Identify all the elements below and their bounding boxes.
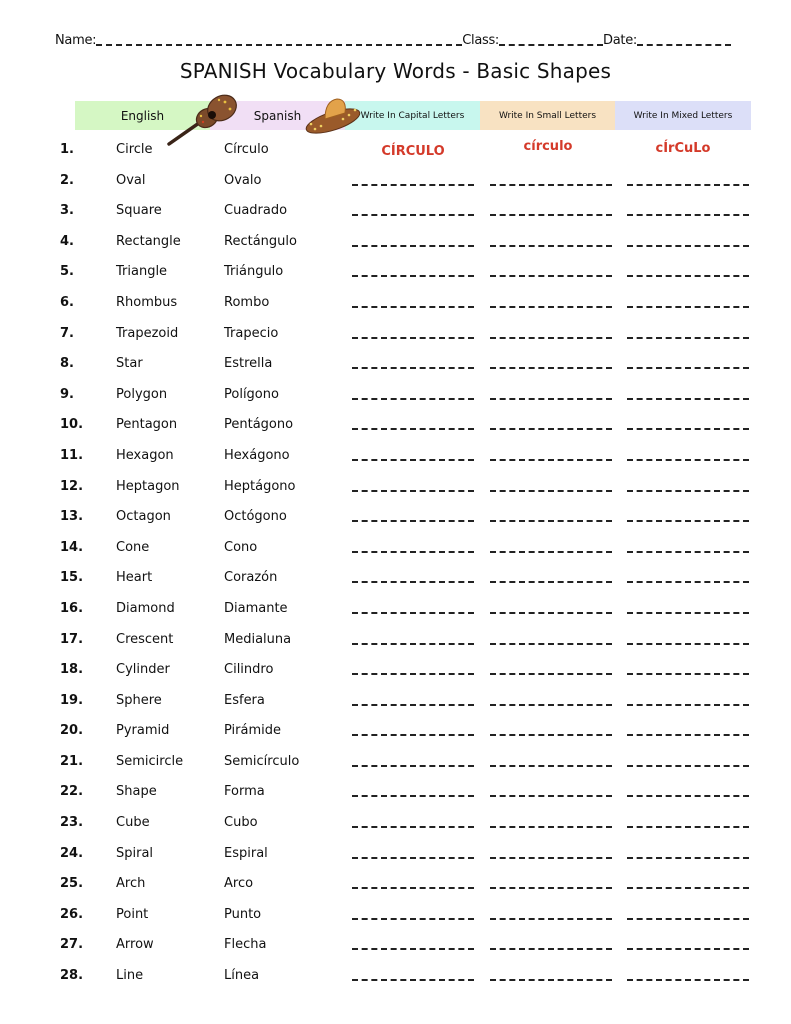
spanish-word: Medialuna xyxy=(224,631,292,647)
mixed-letters-blank[interactable] xyxy=(627,826,749,828)
small-letters-blank[interactable] xyxy=(490,918,612,920)
mixed-letters-blank[interactable] xyxy=(627,306,749,308)
mixed-letters-blank[interactable] xyxy=(627,948,749,950)
row-number: 27. xyxy=(60,937,84,953)
vocabulary-row xyxy=(0,659,791,690)
spanish-word: Pentágono xyxy=(224,417,294,433)
spanish-word: Punto xyxy=(224,906,262,922)
english-word: Cube xyxy=(116,815,150,831)
vocabulary-row xyxy=(0,323,791,354)
capital-letters-blank[interactable] xyxy=(352,887,474,889)
vocabulary-row xyxy=(0,200,791,231)
english-word: Line xyxy=(116,968,144,984)
spanish-word: Cono xyxy=(224,539,258,555)
mixed-letters-blank[interactable] xyxy=(627,643,749,645)
mixed-letters-blank[interactable] xyxy=(627,428,749,430)
vocabulary-row xyxy=(0,384,791,415)
spanish-word: Corazón xyxy=(224,570,278,586)
row-number: 21. xyxy=(60,753,84,769)
capital-letters-blank[interactable] xyxy=(352,214,474,216)
spanish-word: Polígono xyxy=(224,386,279,402)
date-label: Date: xyxy=(603,33,637,48)
capital-letters-blank[interactable] xyxy=(352,918,474,920)
small-letters-blank[interactable] xyxy=(490,857,612,859)
row-number: 25. xyxy=(60,876,84,892)
spanish-word: Estrella xyxy=(224,356,273,372)
english-word: Spiral xyxy=(116,845,154,861)
vocabulary-row xyxy=(0,690,791,721)
vocabulary-row xyxy=(0,629,791,660)
mixed-letters-blank[interactable] xyxy=(627,918,749,920)
small-letters-blank[interactable] xyxy=(490,643,612,645)
spanish-word: Cilindro xyxy=(224,662,274,678)
spanish-word: Semicírculo xyxy=(224,753,300,769)
vocabulary-row xyxy=(0,934,791,965)
spanish-word: Ovalo xyxy=(224,172,262,188)
english-word: Octagon xyxy=(116,509,171,525)
capital-letters-blank[interactable] xyxy=(352,581,474,583)
row-number: 2. xyxy=(60,172,74,188)
capital-letters-blank[interactable] xyxy=(352,795,474,797)
vocabulary-row xyxy=(0,873,791,904)
english-word: Cylinder xyxy=(116,662,170,678)
english-word: Trapezoid xyxy=(116,325,179,341)
date-field[interactable] xyxy=(637,33,731,46)
mixed-letters-blank[interactable] xyxy=(627,275,749,277)
row-number: 16. xyxy=(60,600,84,616)
capital-letters-blank[interactable] xyxy=(352,551,474,553)
mixed-letters-blank[interactable] xyxy=(627,857,749,859)
spanish-word: Arco xyxy=(224,876,254,892)
spanish-word: Trapecio xyxy=(224,325,279,341)
sombrero-icon xyxy=(303,93,363,135)
row-number: 23. xyxy=(60,815,84,831)
capital-letters-blank[interactable] xyxy=(352,826,474,828)
small-letters-blank[interactable] xyxy=(490,337,612,339)
row-number: 11. xyxy=(60,447,84,463)
vocabulary-row xyxy=(0,476,791,507)
capital-letters-blank[interactable] xyxy=(352,337,474,339)
vocabulary-row xyxy=(0,812,791,843)
name-field[interactable] xyxy=(96,33,462,46)
english-word: Arrow xyxy=(116,937,154,953)
capital-letters-blank[interactable] xyxy=(352,459,474,461)
mixed-letters-blank[interactable] xyxy=(627,612,749,614)
row-number: 10. xyxy=(60,417,84,433)
capital-letters-blank[interactable] xyxy=(352,367,474,369)
small-letters-blank[interactable] xyxy=(490,581,612,583)
vocabulary-row xyxy=(0,506,791,537)
english-word: Semicircle xyxy=(116,753,184,769)
student-info-line xyxy=(55,33,750,51)
small-letters-blank[interactable] xyxy=(490,184,612,186)
capital-letters-blank[interactable] xyxy=(352,704,474,706)
row-number: 20. xyxy=(60,723,84,739)
english-word: Heart xyxy=(116,570,153,586)
capital-letters-blank[interactable] xyxy=(352,948,474,950)
column-header-mixed-label: Write In Mixed Letters xyxy=(633,110,733,121)
vocabulary-row xyxy=(0,751,791,782)
vocabulary-row xyxy=(0,445,791,476)
row-number: 3. xyxy=(60,203,74,219)
vocabulary-row xyxy=(0,720,791,751)
spanish-word: Triángulo xyxy=(224,264,284,280)
mixed-letters-blank[interactable] xyxy=(627,673,749,675)
spanish-word: Círculo xyxy=(224,142,269,157)
row-number: 13. xyxy=(60,509,84,525)
capital-letters-blank[interactable] xyxy=(352,398,474,400)
capital-letters-blank[interactable] xyxy=(352,490,474,492)
small-letters-blank[interactable] xyxy=(490,551,612,553)
spanish-word: Rombo xyxy=(224,294,270,310)
spanish-word: Heptágono xyxy=(224,478,296,494)
spanish-word: Flecha xyxy=(224,937,267,953)
english-word: Square xyxy=(116,203,162,219)
capital-letters-blank[interactable] xyxy=(352,734,474,736)
mixed-letters-blank[interactable] xyxy=(627,979,749,981)
spanish-word: Esfera xyxy=(224,692,265,708)
english-word: Hexagon xyxy=(116,447,174,463)
mixed-letters-blank[interactable] xyxy=(627,765,749,767)
vocabulary-row xyxy=(0,261,791,292)
mixed-letters-blank[interactable] xyxy=(627,245,749,247)
capital-letters-blank[interactable] xyxy=(352,245,474,247)
mixed-letters-blank[interactable] xyxy=(627,398,749,400)
row-number: 28. xyxy=(60,968,84,984)
row-number: 24. xyxy=(60,845,84,861)
vocabulary-row xyxy=(0,843,791,874)
column-header-small-label: Write In Small Letters xyxy=(498,110,597,121)
english-word: Star xyxy=(116,356,143,372)
spanish-word: Octógono xyxy=(224,509,287,525)
row-number: 1. xyxy=(60,142,74,157)
small-letters-blank[interactable] xyxy=(490,673,612,675)
small-letters-blank[interactable] xyxy=(490,795,612,797)
mixed-letters-blank[interactable] xyxy=(627,367,749,369)
english-word: Rhombus xyxy=(116,294,178,310)
mixed-letters-blank[interactable] xyxy=(627,459,749,461)
capital-letters-blank[interactable] xyxy=(352,673,474,675)
column-header-capital xyxy=(345,101,480,130)
english-word: Triangle xyxy=(116,264,168,280)
vocabulary-row xyxy=(0,292,791,323)
spanish-word: Rectángulo xyxy=(224,233,297,249)
row-number: 26. xyxy=(60,906,84,922)
small-letters-blank[interactable] xyxy=(490,734,612,736)
small-letters-blank[interactable] xyxy=(490,887,612,889)
small-letters-blank[interactable] xyxy=(490,704,612,706)
spanish-word: Cubo xyxy=(224,815,258,831)
small-letters-blank[interactable] xyxy=(490,275,612,277)
english-word: Pentagon xyxy=(116,417,178,433)
small-letters-blank[interactable] xyxy=(490,398,612,400)
vocabulary-row xyxy=(0,170,791,201)
row-number: 19. xyxy=(60,692,84,708)
english-word: Point xyxy=(116,906,149,922)
vocabulary-row xyxy=(0,567,791,598)
mixed-letters-blank[interactable] xyxy=(627,551,749,553)
example-small: círculo xyxy=(523,139,573,154)
capital-letters-blank[interactable] xyxy=(352,520,474,522)
small-letters-blank[interactable] xyxy=(490,826,612,828)
english-word: Cone xyxy=(116,539,150,555)
capital-letters-blank[interactable] xyxy=(352,979,474,981)
small-letters-blank[interactable] xyxy=(490,306,612,308)
vocabulary-row xyxy=(0,139,791,170)
small-letters-blank[interactable] xyxy=(490,428,612,430)
vocabulary-row xyxy=(0,414,791,445)
english-word: Polygon xyxy=(116,386,168,402)
small-letters-blank[interactable] xyxy=(490,245,612,247)
spanish-word: Diamante xyxy=(224,600,288,616)
small-letters-blank[interactable] xyxy=(490,612,612,614)
vocabulary-row xyxy=(0,598,791,629)
mixed-letters-blank[interactable] xyxy=(627,581,749,583)
english-word: Sphere xyxy=(116,692,162,708)
vocabulary-list xyxy=(0,139,791,996)
english-word: Crescent xyxy=(116,631,174,647)
capital-letters-blank[interactable] xyxy=(352,765,474,767)
row-number: 6. xyxy=(60,294,74,310)
vocabulary-row xyxy=(0,537,791,568)
example-mixed: cÍrCuLo xyxy=(655,141,711,156)
capital-letters-blank[interactable] xyxy=(352,428,474,430)
capital-letters-blank[interactable] xyxy=(352,275,474,277)
small-letters-blank[interactable] xyxy=(490,490,612,492)
column-header-small xyxy=(480,101,615,130)
capital-letters-blank[interactable] xyxy=(352,643,474,645)
row-number: 4. xyxy=(60,233,74,249)
column-header-capital-label: Write In Capital Letters xyxy=(360,110,465,121)
small-letters-blank[interactable] xyxy=(490,979,612,981)
mixed-letters-blank[interactable] xyxy=(627,184,749,186)
vocabulary-row xyxy=(0,231,791,262)
row-number: 7. xyxy=(60,325,74,341)
vocabulary-row xyxy=(0,353,791,384)
small-letters-blank[interactable] xyxy=(490,765,612,767)
english-word: Oval xyxy=(116,172,146,188)
spanish-word: Pirámide xyxy=(224,723,282,739)
row-number: 5. xyxy=(60,264,74,280)
row-number: 12. xyxy=(60,478,84,494)
english-word: Circle xyxy=(116,142,153,157)
mixed-letters-blank[interactable] xyxy=(627,887,749,889)
english-word: Rectangle xyxy=(116,233,181,249)
small-letters-blank[interactable] xyxy=(490,214,612,216)
row-number: 8. xyxy=(60,356,74,372)
capital-letters-blank[interactable] xyxy=(352,184,474,186)
english-word: Arch xyxy=(116,876,146,892)
row-number: 14. xyxy=(60,539,84,555)
row-number: 9. xyxy=(60,386,74,402)
spanish-word: Forma xyxy=(224,784,265,800)
vocabulary-row xyxy=(0,965,791,996)
mixed-letters-blank[interactable] xyxy=(627,214,749,216)
class-field[interactable] xyxy=(499,33,603,46)
mixed-letters-blank[interactable] xyxy=(627,795,749,797)
column-header-mixed xyxy=(615,101,751,130)
example-capital: CÍRCULO xyxy=(381,144,445,159)
name-label: Name: xyxy=(55,33,97,48)
spanish-word: Hexágono xyxy=(224,447,290,463)
mixed-letters-blank[interactable] xyxy=(627,520,749,522)
small-letters-blank[interactable] xyxy=(490,367,612,369)
mixed-letters-blank[interactable] xyxy=(627,704,749,706)
small-letters-blank[interactable] xyxy=(490,459,612,461)
english-word: Diamond xyxy=(116,600,175,616)
english-word: Heptagon xyxy=(116,478,180,494)
row-number: 15. xyxy=(60,570,84,586)
capital-letters-blank[interactable] xyxy=(352,857,474,859)
column-header-spanish-label: Spanish xyxy=(253,108,302,123)
small-letters-blank[interactable] xyxy=(490,520,612,522)
capital-letters-blank[interactable] xyxy=(352,612,474,614)
english-word: Shape xyxy=(116,784,157,800)
mixed-letters-blank[interactable] xyxy=(627,734,749,736)
mixed-letters-blank[interactable] xyxy=(627,490,749,492)
small-letters-blank[interactable] xyxy=(490,948,612,950)
vocabulary-row xyxy=(0,904,791,935)
row-number: 17. xyxy=(60,631,84,647)
vocabulary-row xyxy=(0,781,791,812)
worksheet-title: SPANISH Vocabulary Words - Basic Shapes xyxy=(179,59,612,83)
class-label: Class: xyxy=(462,33,500,48)
capital-letters-blank[interactable] xyxy=(352,306,474,308)
row-number: 18. xyxy=(60,662,84,678)
column-header-english-label: English xyxy=(120,108,165,123)
spanish-word: Cuadrado xyxy=(224,203,288,219)
spanish-word: Línea xyxy=(224,968,260,984)
mixed-letters-blank[interactable] xyxy=(627,337,749,339)
spanish-word: Espiral xyxy=(224,845,268,861)
row-number: 22. xyxy=(60,784,84,800)
english-word: Pyramid xyxy=(116,723,170,739)
